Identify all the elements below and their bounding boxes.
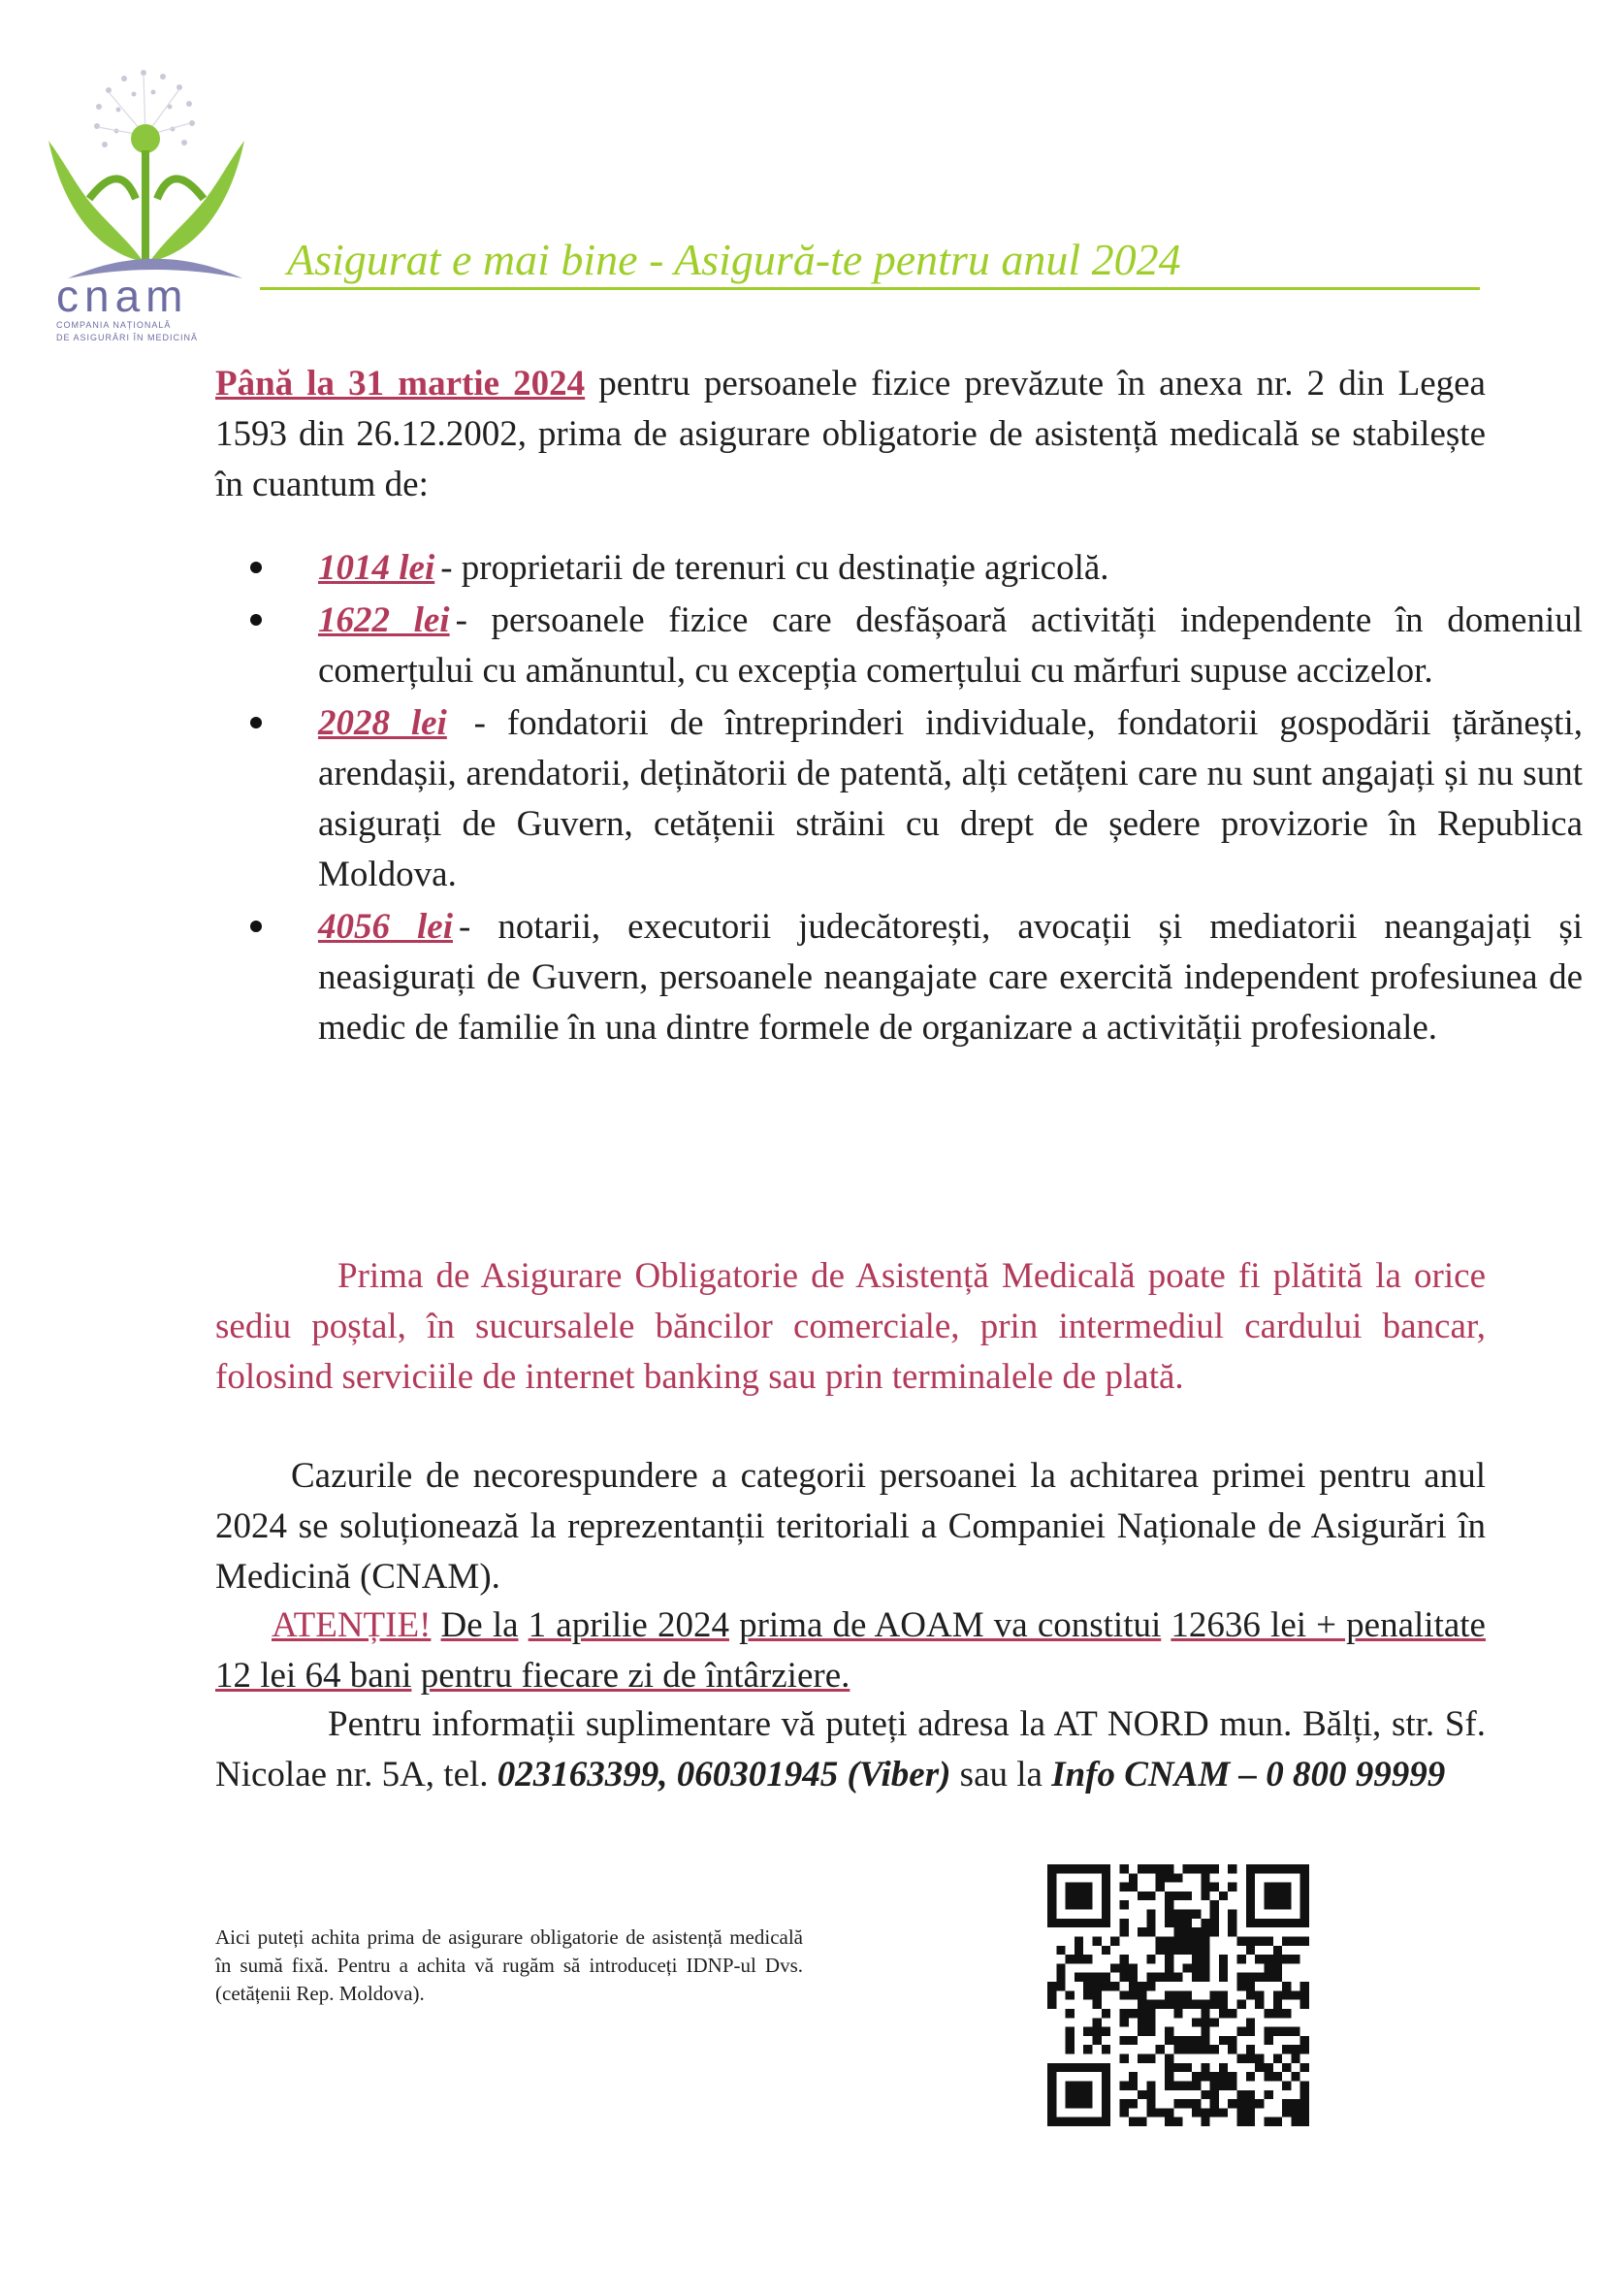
intro-paragraph [215, 359, 1486, 510]
tariff-amount: 2028 lei [318, 703, 447, 743]
qr-code-icon[interactable] [1047, 1864, 1309, 2126]
logo-brand: cnam [56, 271, 189, 321]
page-title: Asigurat e mai bine - Asigură-te pentru anul 2024 [260, 233, 1480, 290]
tariff-description: - proprietarii de terenuri cu destinație agricolă. [440, 548, 1109, 588]
tariff-list [221, 543, 1583, 1055]
bullet-icon [250, 562, 262, 573]
warning-part2: prima de AOAM va constitui [739, 1605, 1162, 1645]
warning-date: 1 aprilie 2024 [528, 1605, 729, 1645]
contact-paragraph [215, 1699, 1486, 1800]
logo-subtitle-line2: DE ASIGURĂRI ÎN MEDICINĂ [56, 333, 199, 342]
warning-amount: 12636 lei + penalitate 12 lei 64 bani [215, 1605, 1486, 1696]
list-item [318, 902, 1583, 1053]
intro-deadline: Până la 31 martie 2024 [215, 364, 586, 404]
bullet-icon [250, 717, 262, 728]
contact-text-2: sau la [950, 1755, 1052, 1795]
bullet-icon [250, 614, 262, 626]
warning-part1: De la [440, 1605, 519, 1645]
list-item [318, 543, 1583, 594]
warning-part3: pentru fiecare zi de întârziere. [420, 1656, 850, 1696]
logo-subtitle-line1: COMPANIA NAȚIONALĂ [56, 320, 172, 330]
tariff-amount: 1014 lei [318, 548, 435, 588]
warning-attention: ATENȚIE! [272, 1605, 432, 1645]
intro-text: pentru persoanele fizice prevăzute în anexa nr. 2 din Legea 1593 din 26.12.2002, prima de asigurare obligatorie de asistență medicală se stabilește în cuantum de: [215, 364, 1486, 504]
tariff-description: - persoanele fizice care desfășoară activități independente în domeniul comerțului cu amănuntul, cu excepția comerțului cu mărfuri supuse accizelor. [318, 600, 1583, 691]
mismatch-info: Cazurile de necorespundere a categorii persoanei la achitarea primei pentru anul 2024 se soluționează la reprezentanții teritoriali a Companiei Naționale de Asigurări în Medicină (CNAM). [215, 1456, 1486, 1597]
payment-info: Prima de Asigurare Obligatorie de Asistență Medicală poate fi plătită la orice sediu poștal, în sucursalele băncilor comerciale, prin intermediul cardului bancar, folosind serviciile de internet banking sau prin terminalele de plată. [215, 1256, 1486, 1397]
tariff-description: - notarii, executorii judecătorești, avocații și mediatorii neangajați și neasigurați de Guvern, persoanele neangajate care exercită independent profesiunea de medic de familie în una dintre formele de organizare a activității profesionale. [318, 907, 1584, 1048]
tariff-description: - fondatorii de întreprinderi individuale, fondatorii gospodării țărănești, arendașii, arendatorii, deținătorii de patentă, alți cetățeni care nu sunt angajați și nu sunt asigurați de Guvern, cetățenii străini cu drept de ședere provizorie în Republica Moldova. [318, 703, 1583, 894]
warning-paragraph [215, 1601, 1486, 1701]
tariff-amount: 1622 lei [318, 600, 450, 640]
contact-infoline: Info CNAM – 0 800 99999 [1051, 1755, 1446, 1795]
contact-phones: 023163399, 060301945 (Viber) [497, 1755, 951, 1795]
list-item [318, 698, 1583, 900]
logo-caption [56, 271, 270, 343]
list-item [318, 596, 1583, 696]
bullet-icon [250, 921, 262, 932]
tariff-amount: 4056 lei [318, 907, 453, 947]
contact-text: Pentru informații suplimentare vă puteți adresa la AT NORD mun. Bălți, str. Sf. Nicolae nr. 5A, tel. [215, 1704, 1486, 1795]
qr-note: Aici puteți achita prima de asigurare obligatorie de asistență medicală în sumă fixă. Pentru a achita vă rugăm să introduceți IDNP-ul Dvs. (cetățenii Rep. Moldova). [215, 1925, 803, 2005]
